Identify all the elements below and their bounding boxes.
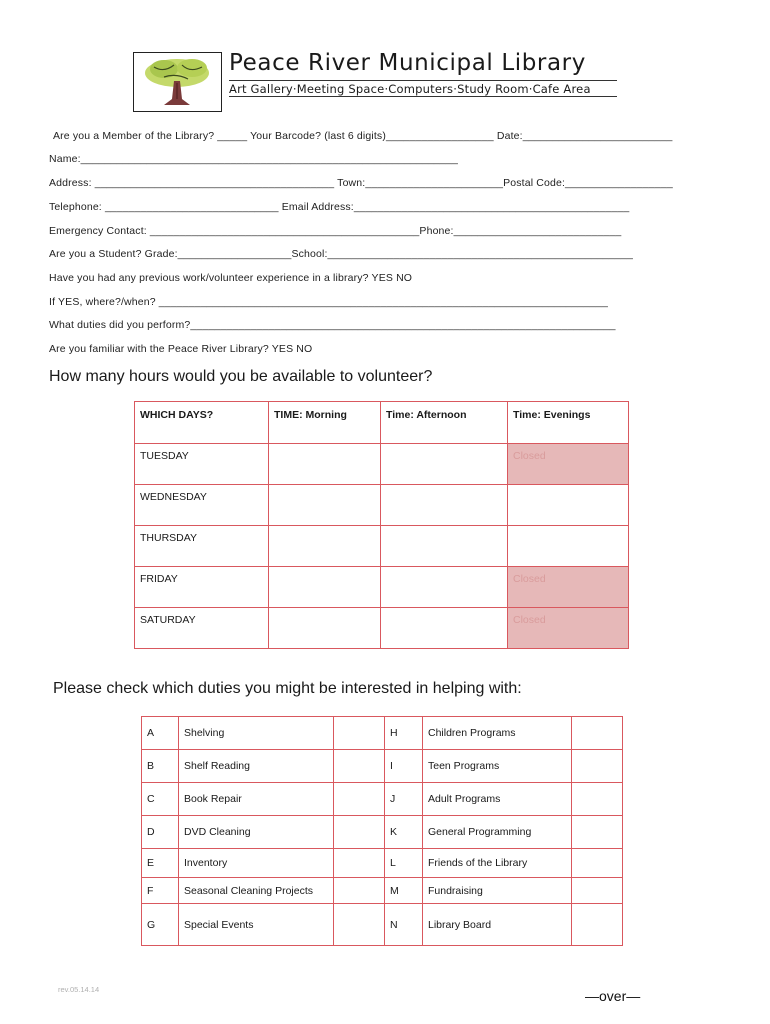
- morning-cell[interactable]: [269, 608, 381, 649]
- duty-label: Adult Programs: [423, 783, 572, 816]
- duty-checkbox[interactable]: [572, 750, 623, 783]
- header-morning: TIME: Morning: [269, 402, 381, 444]
- day-label: WEDNESDAY: [135, 485, 269, 526]
- title-divider: [229, 80, 617, 81]
- telephone-line[interactable]: Telephone: _____________________________ Email Address:______________________________________________: [49, 201, 630, 213]
- afternoon-cell[interactable]: [381, 608, 508, 649]
- duty-label: Friends of the Library: [423, 849, 572, 878]
- duty-letter: B: [142, 750, 179, 783]
- duty-checkbox[interactable]: [572, 878, 623, 904]
- library-logo: [133, 52, 222, 112]
- duty-letter: N: [385, 904, 423, 946]
- duty-label: Special Events: [179, 904, 334, 946]
- duty-letter: F: [142, 878, 179, 904]
- duty-checkbox[interactable]: [572, 717, 623, 750]
- duty-checkbox[interactable]: [334, 750, 385, 783]
- afternoon-cell[interactable]: [381, 526, 508, 567]
- table-row: [135, 485, 629, 526]
- duty-letter: G: [142, 904, 179, 946]
- duties-performed-line[interactable]: What duties did you perform?_______________________________________________________________________: [49, 319, 616, 331]
- duty-letter: D: [142, 816, 179, 849]
- duty-letter: C: [142, 783, 179, 816]
- availability-heading: How many hours would you be available to volunteer?: [49, 368, 433, 385]
- duty-label: Seasonal Cleaning Projects: [179, 878, 334, 904]
- duty-label: Children Programs: [423, 717, 572, 750]
- membership-line[interactable]: Are you a Member of the Library? _____ Your Barcode? (last 6 digits)__________________ Date:_________________________: [53, 130, 673, 142]
- afternoon-cell[interactable]: [381, 567, 508, 608]
- duty-letter: E: [142, 849, 179, 878]
- table-row: [142, 904, 623, 946]
- evening-cell[interactable]: [508, 526, 629, 567]
- table-row: [142, 816, 623, 849]
- subtitle-divider: [229, 96, 617, 97]
- table-row: [142, 783, 623, 816]
- duties-heading: Please check which duties you might be interested in helping with:: [53, 680, 522, 697]
- morning-cell[interactable]: [269, 444, 381, 485]
- duty-letter: I: [385, 750, 423, 783]
- library-title: Peace River Municipal Library: [229, 50, 586, 76]
- over-label: —over—: [585, 988, 641, 1004]
- duty-letter: H: [385, 717, 423, 750]
- day-label: THURSDAY: [135, 526, 269, 567]
- duty-checkbox[interactable]: [334, 849, 385, 878]
- table-row: [142, 750, 623, 783]
- library-subtitle: Art Gallery·Meeting Space·Computers·Study Room·Cafe Area: [229, 82, 591, 96]
- evening-cell-closed: Closed: [508, 444, 629, 485]
- afternoon-cell[interactable]: [381, 444, 508, 485]
- duty-label: Shelving: [179, 717, 334, 750]
- emergency-contact-line[interactable]: Emergency Contact: _____________________________________________Phone:____________________________: [49, 225, 622, 237]
- duty-label: Book Repair: [179, 783, 334, 816]
- student-line[interactable]: Are you a Student? Grade:___________________School:___________________________________________________: [49, 248, 634, 260]
- header-which-days: WHICH DAYS?: [135, 402, 269, 444]
- duty-checkbox[interactable]: [334, 816, 385, 849]
- duty-label: DVD Cleaning: [179, 816, 334, 849]
- duty-letter: M: [385, 878, 423, 904]
- duty-letter: K: [385, 816, 423, 849]
- morning-cell[interactable]: [269, 526, 381, 567]
- evening-cell-closed: Closed: [508, 567, 629, 608]
- address-line[interactable]: Address: ________________________________________ Town:_______________________Postal Code:__________________: [49, 177, 673, 189]
- duty-label: Shelf Reading: [179, 750, 334, 783]
- table-row: [142, 717, 623, 750]
- header-evenings: Time: Evenings: [508, 402, 629, 444]
- evening-cell-closed: Closed: [508, 608, 629, 649]
- duty-checkbox[interactable]: [572, 783, 623, 816]
- tree-icon: [134, 53, 221, 111]
- duty-checkbox[interactable]: [334, 904, 385, 946]
- day-label: SATURDAY: [135, 608, 269, 649]
- table-row: [142, 878, 623, 904]
- duty-letter: A: [142, 717, 179, 750]
- duty-checkbox[interactable]: [572, 904, 623, 946]
- day-label: TUESDAY: [135, 444, 269, 485]
- duty-label: Fundraising: [423, 878, 572, 904]
- duty-checkbox[interactable]: [334, 783, 385, 816]
- duty-checkbox[interactable]: [334, 717, 385, 750]
- morning-cell[interactable]: [269, 485, 381, 526]
- duty-label: Teen Programs: [423, 750, 572, 783]
- availability-table: [134, 401, 629, 649]
- duty-label: Library Board: [423, 904, 572, 946]
- duty-letter: J: [385, 783, 423, 816]
- name-line[interactable]: Name:_______________________________________________________________: [49, 153, 459, 165]
- table-row: [142, 849, 623, 878]
- header-afternoon: Time: Afternoon: [381, 402, 508, 444]
- familiar-question[interactable]: Are you familiar with the Peace River Library? YES NO: [49, 343, 313, 355]
- table-row: [135, 608, 629, 649]
- experience-question[interactable]: Have you had any previous work/volunteer experience in a library? YES NO: [49, 272, 413, 284]
- afternoon-cell[interactable]: [381, 485, 508, 526]
- duty-checkbox[interactable]: [572, 816, 623, 849]
- morning-cell[interactable]: [269, 567, 381, 608]
- duty-checkbox[interactable]: [572, 849, 623, 878]
- duty-label: Inventory: [179, 849, 334, 878]
- table-row: [135, 567, 629, 608]
- duties-table: [141, 716, 623, 946]
- table-row: [135, 444, 629, 485]
- duty-label: General Programming: [423, 816, 572, 849]
- duty-checkbox[interactable]: [334, 878, 385, 904]
- duty-letter: L: [385, 849, 423, 878]
- day-label: FRIDAY: [135, 567, 269, 608]
- where-when-line[interactable]: If YES, where?/when? ___________________________________________________________________________: [49, 296, 608, 308]
- evening-cell[interactable]: [508, 485, 629, 526]
- table-row: [135, 526, 629, 567]
- revision-label: rev.05.14.14: [58, 985, 100, 994]
